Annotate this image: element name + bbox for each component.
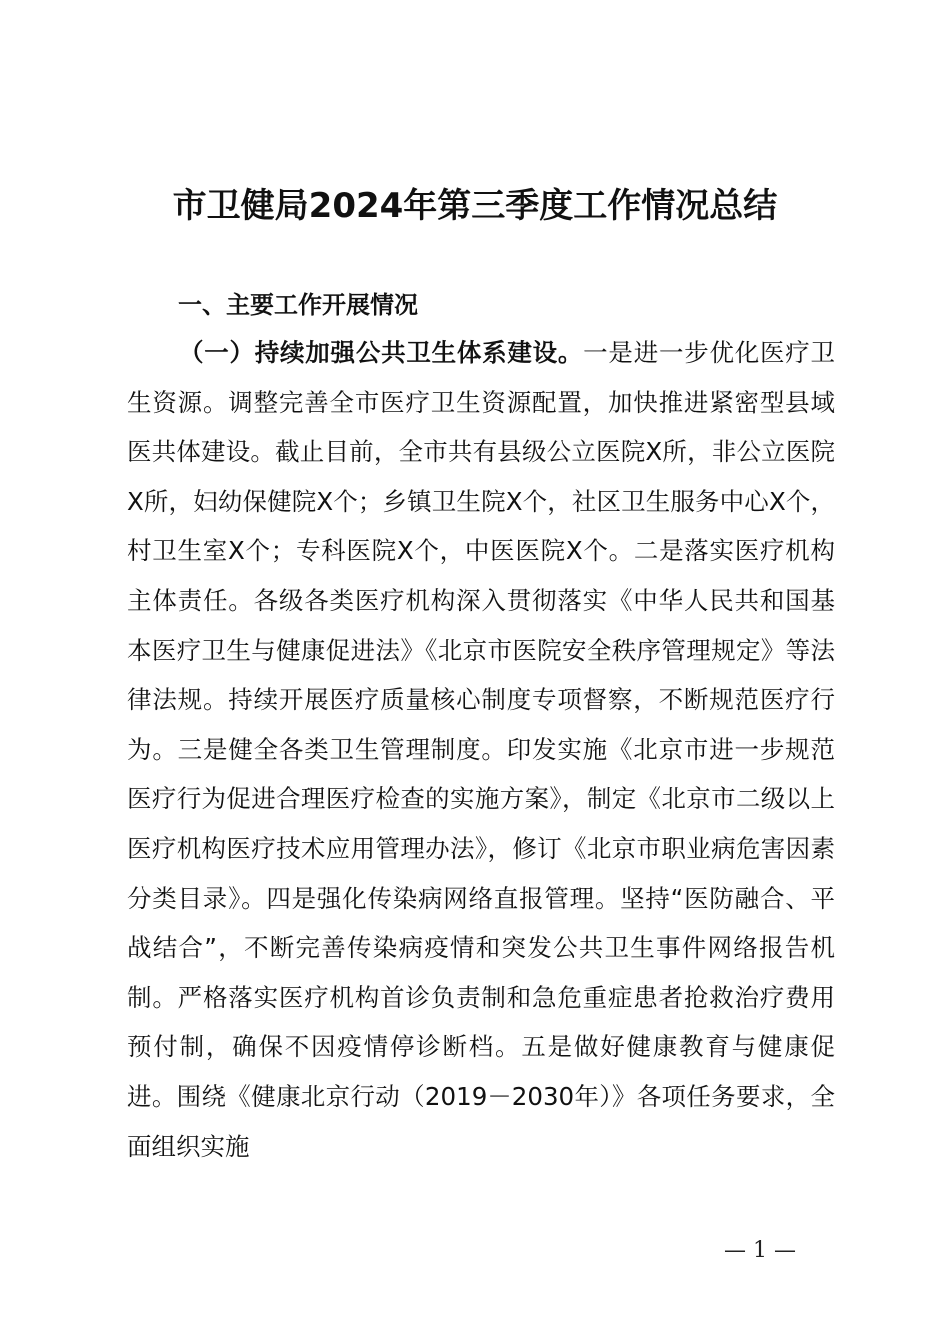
page-number: — 1 — — [724, 1238, 796, 1263]
document-title: 市卫健局2024年第三季度工作情况总结 — [172, 186, 778, 226]
body-paragraph — [127, 328, 835, 1171]
section-heading: 一、主要工作开展情况 — [178, 291, 418, 319]
paragraph-lead: （一）持续加强公共卫生体系建设。 — [179, 338, 584, 367]
paragraph-text: 一是进一步优化医疗卫生资源。调整完善全市医疗卫生资源配置，加快推进紧密型县域医共体建设。截止目前，全市共有县级公立医院X所，非公立医院X所，妇幼保健院X个；乡镇卫生院X个，社区卫生服务中心X个，村卫生室X个；专科医院X个，中医医院X个。二是落实医疗机构主体责任。各级各类医疗机构深入贯彻落实《中华人民共和国基本医疗卫生与健康促进法》《北京市医院安全秩序管理规定》等法律法规。持续开展医疗质量核心制度专项督察，不断规范医疗行为。三是健全各类卫生管理制度。印发实施《北京市进一步规范医疗行为促进合理医疗检查的实施方案》，制定《北京市二级以上医疗机构医疗技术应用管理办法》，修订《北京市职业病危害因素分类目录》。四是强化传染病网络直报管理。坚持“医防融合、平战结合”，不断完善传染病疫情和突发公共卫生事件网络报告机制。严格落实医疗机构首诊负责制和急危重症患者抢救治疗费用预付制，确保不因疫情停诊断档。五是做好健康教育与健康促进。围绕《健康北京行动（2019－2030年）》各项任务要求，全面组织实施 — [127, 338, 836, 1161]
